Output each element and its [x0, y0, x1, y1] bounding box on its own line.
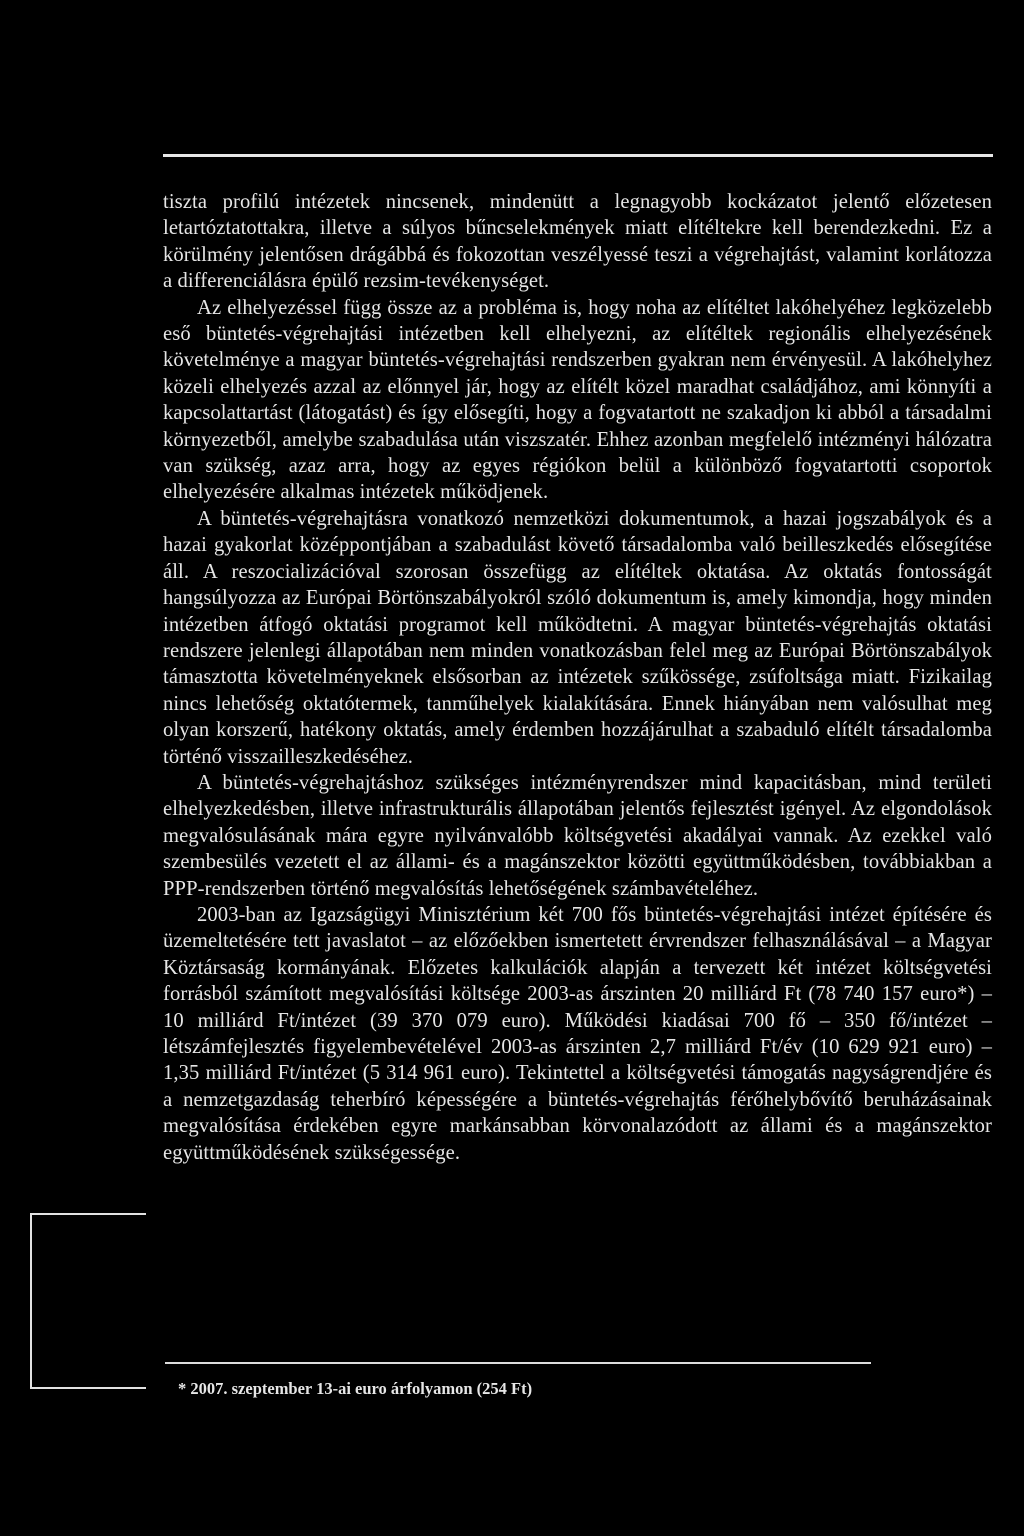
paragraph-5: 2003-ban az Igazságügyi Minisztérium két 700 fős büntetés-végrehajtási intézet építésére és üzemeltetésére tett javaslatot – az előzőekben ismertetett érvrendszer felhasználásával – a Magyar Köztársaság kormányának. Előzetes kalkulációk alapján a tervezett két intézet költségvetési forrásból számított megvalósítási költsége 2003-as árszinten 20 milliárd Ft (78 740 157 euro*) – 10 milliárd Ft/intézet (39 370 079 euro). Működési kiadásai 700 fő – 350 fő/intézet – létszámfejlesztés figyelembevételével 2003-as árszinten 2,7 milliárd Ft/év (10 629 921 euro) – 1,35 milliárd Ft/intézet (5 314 961 euro). Tekintettel a költségvetési támogatás nagyságrendjére és a nemzetgazdaság teherbíró képességére a büntetés-végrehajtás férőhelybővítő beruházásainak megvalósítása érdekében egyre markánsabban körvonalazódott az állami és a magánszektor együttműködésének szükségessége.: [163, 903, 992, 1164]
footnote: * 2007. szeptember 13-ai euro árfolyamon (254 Ft): [178, 1379, 533, 1398]
paragraph-1: tiszta profilú intézetek nincsenek, mindenütt a legnagyobb kockázatot jelentő előzetesen letartóztatottakra, illetve a súlyos bűncselekmények miatt elítéltekre kell berendezkedni. Ez a körülmény jelentősen drágábbá és fokozottan veszélyessé teszi a végrehajtást, valamint korlátozza a differenciálásra épülő rezsim-tevékenységet.: [163, 191, 992, 293]
paragraph-3: A büntetés-végrehajtásra vonatkozó nemzetközi dokumentumok, a hazai jogszabályok és a hazai gyakorlat középpontjában a szabadulást követő társadalomba való beilleszkedés elősegítése áll. A reszocializációval szorosan összefügg az elítéltek oktatása. Az oktatás fontosságát hangsúlyozza az Európai Börtönszabályokról szóló dokumentum is, amely kimondja, hogy minden intézetben átfogó oktatási programot kell működtetni. A magyar büntetés-végrehajtás oktatási rendszere jelenlegi állapotában nem minden vonatkozásban felel meg az Európai Börtönszabályok támasztotta követelményeknek elsősorban az intézetek szűkössége, zsúfoltsága miatt. Fizikailag nincs lehetőség oktatótermek, tanműhelyek kialakítására. Ennek hiányában nem valósulhat meg olyan korszerű, hatékony oktatás, amely érdemben hozzájárulhat a szabaduló elítélt társadalomba történő visszailleszkedéséhez.: [163, 507, 992, 768]
margin-frame: [30, 1213, 146, 1389]
document-body: [163, 189, 992, 1166]
header-rule: [163, 154, 993, 157]
paragraph-2: Az elhelyezéssel függ össze az a probléma is, hogy noha az elítéltet lakóhelyéhez legközelebb eső büntetés-végrehajtási intézetben kell elhelyezni, az elítéltek regionális elhelyezésének követelménye a magyar büntetés-végrehajtási rendszerben gyakran nem érvényesül. A lakóhelyhez közeli elhelyezés azzal az előnnyel jár, hogy az elítélt közel maradhat családjához, ami könnyíti a kapcsolattartást (látogatást) és így elősegíti, hogy a fogvatartott ne szakadjon ki abból a társadalmi környezetből, amelybe szabadulása után viszszatér. Ehhez azonban megfelelő intézményi hálózatra van szükség, azaz arra, hogy az egyes régiókon belül a különböző fogvatartotti csoportok elhelyezésére alkalmas intézetek működjenek.: [163, 296, 992, 504]
paragraph-4: A büntetés-végrehajtáshoz szükséges intézményrendszer mind kapacitásban, mind területi elhelyezkedésben, illetve infrastrukturális állapotában jelentős fejlesztést igényel. Az elgondolások megvalósulásának mára egyre nyilvánvalóbb költségvetési akadályai vannak. Az ezekkel való szembesülés vezetett el az állami- és a magánszektor közötti együttműködésben, továbbiakban a PPP-rendszerben történő megvalósítás lehetőségének számbavételéhez.: [163, 771, 992, 900]
footnote-rule: [165, 1362, 871, 1364]
